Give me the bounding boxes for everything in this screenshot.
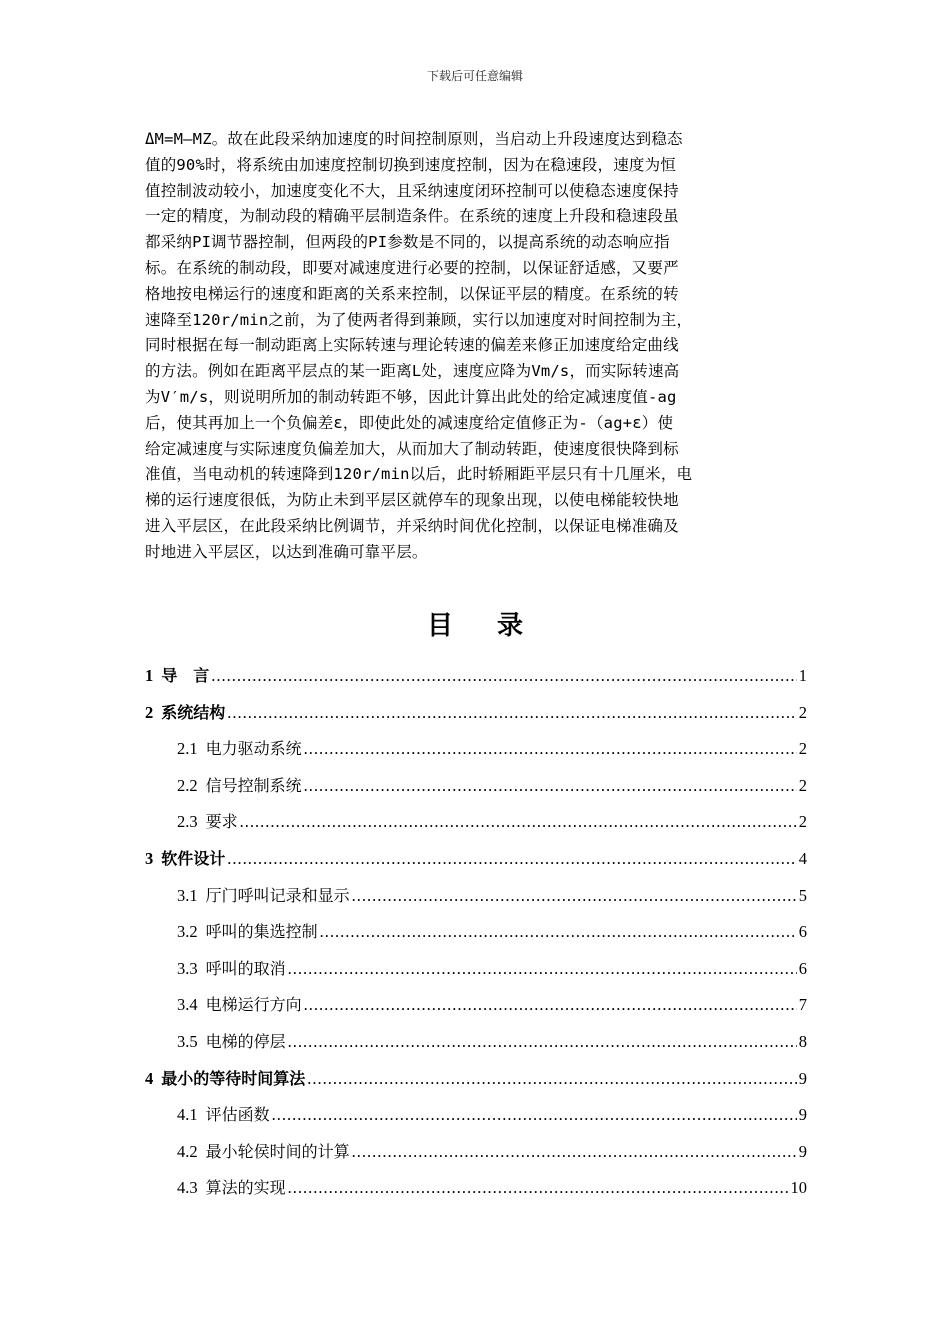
toc-entry-number: 4.1 (177, 1105, 198, 1125)
toc-entry[interactable] (145, 662, 807, 699)
toc-entry-number: 4.3 (177, 1178, 198, 1198)
toc-entry-page: 1 (798, 666, 807, 685)
toc-dot-leader (307, 1065, 796, 1093)
toc-entry-number: 3.4 (177, 995, 198, 1015)
toc-entry[interactable] (145, 1065, 807, 1102)
toc-entry-title: 最小轮侯时间的计算 (205, 1141, 350, 1161)
paragraph-line: 准值，当电动机的转速降到120r/min以后，此时轿厢距平层只有十几厘米，电 (145, 465, 693, 484)
toc-entry[interactable] (145, 918, 807, 955)
toc-entry-title: 要求 (205, 812, 238, 832)
toc-dot-leader (304, 735, 797, 763)
toc-entry-title: 算法的实现 (205, 1178, 286, 1198)
toc-entry-number: 4 (145, 1068, 154, 1088)
toc-entry-number: 1 (145, 666, 154, 685)
paragraph-line: 给定减速度与实际速度负偏差加大，从而加大了制动转距，使速度很快降到标 (145, 439, 679, 458)
toc-entry[interactable] (145, 1174, 807, 1211)
toc-entry-page: 6 (798, 958, 807, 978)
toc-entry-page: 6 (798, 922, 807, 942)
paragraph-line: ΔM=M—MZ。故在此段采纳加速度的时间控制原则，当启动上升段速度达到稳态 (145, 130, 683, 148)
toc-entry[interactable] (145, 1101, 807, 1138)
toc-entry-number: 2.1 (177, 739, 198, 759)
toc-entry-number: 3.3 (177, 958, 198, 978)
toc-entry[interactable] (145, 1138, 807, 1175)
toc-entry[interactable] (145, 1028, 807, 1065)
toc-dot-leader (240, 808, 797, 836)
toc-entry-title: 电梯运行方向 (205, 995, 302, 1015)
toc-entry-title: 最小的等待时间算法 (161, 1068, 306, 1088)
paragraph-line: 值控制波动较小，加速度变化不大，且采纳速度闭环控制可以使稳态速度保持 (145, 181, 679, 200)
toc-entry[interactable] (145, 882, 807, 919)
toc-dot-leader (304, 772, 797, 800)
toc-dot-leader (227, 845, 796, 873)
paragraph-line: 进入平层区，在此段采纳比例调节，并采纳时间优化控制，以保证电梯准确及 (145, 516, 679, 535)
toc-entry-page: 4 (798, 848, 807, 868)
paragraph-line: 同时根据在每一制动距离上实际转速与理论转速的偏差来修正加速度给定曲线 (145, 336, 679, 355)
toc-dot-leader (320, 918, 797, 946)
toc-dot-leader (288, 1174, 789, 1202)
paragraph-line: 的方法。例如在距离平层点的某一距离L处，速度应降为Vm/s，而实际转速高 (145, 362, 680, 381)
toc-dot-leader (304, 991, 797, 1019)
toc-dot-leader (272, 1101, 797, 1129)
toc-entry-title: 电梯的停层 (205, 1031, 286, 1051)
toc-entry-number: 2.3 (177, 812, 198, 832)
toc-entry[interactable] (145, 735, 807, 772)
toc-entry-number: 3.5 (177, 1031, 198, 1051)
paragraph-line: 格地按电梯运行的速度和距离的关系来控制，以保证平层的精度。在系统的转 (145, 284, 679, 303)
toc-entry-page: 10 (790, 1178, 807, 1198)
toc-entry-title: 厅门呼叫记录和显示 (205, 885, 350, 905)
toc-entry-number: 3.1 (177, 885, 198, 905)
paragraph-line: 一定的精度，为制动段的精确平层制造条件。在系统的速度上升段和稳速段虽 (145, 207, 679, 226)
toc-entry-title: 评估函数 (205, 1105, 270, 1125)
toc-entry-number: 2.2 (177, 775, 198, 795)
toc-entry-title: 系统结构 (161, 702, 226, 722)
toc-entry-number: 2 (145, 702, 154, 722)
toc-dot-leader (352, 882, 797, 910)
paragraph-line: 速降至120r/min之前，为了使两者得到兼顾，实行以加速度对时间控制为主， (145, 310, 693, 329)
toc-entry-page: 9 (798, 1141, 807, 1161)
toc-title: 目录 (426, 611, 567, 641)
toc-entry[interactable] (145, 845, 807, 882)
toc-entry-page: 2 (798, 739, 807, 759)
toc-entry-page: 2 (798, 812, 807, 832)
toc-entry-title: 软件设计 (161, 848, 226, 868)
toc-entry-page: 5 (798, 885, 807, 905)
toc-entry-page: 8 (798, 1031, 807, 1051)
toc-dot-leader (352, 1138, 797, 1166)
paragraph-line: 后，使其再加上一个负偏差ε，即使此处的减速度给定值修正为-（ag+ε）使 (145, 413, 674, 432)
toc-entry-number: 3 (145, 848, 154, 868)
toc-entry-page: 9 (798, 1105, 807, 1125)
toc-dot-leader (288, 1028, 797, 1056)
toc-entry[interactable] (145, 808, 807, 845)
toc-dot-leader (227, 699, 796, 727)
toc-entry-title: 电力驱动系统 (205, 739, 302, 759)
paragraph-line: 梯的运行速度很低，为防止未到平层区就停车的现象出现，以使电梯能较快地 (145, 491, 679, 510)
toc-entry-page: 2 (798, 702, 807, 722)
toc-dot-leader (288, 955, 797, 983)
toc-dot-leader (211, 662, 796, 690)
toc-entry-title: 呼叫的集选控制 (205, 922, 318, 942)
toc-entry-number: 3.2 (177, 922, 198, 942)
toc-entry[interactable] (145, 772, 807, 809)
table-of-contents (145, 662, 807, 1211)
toc-entry[interactable] (145, 955, 807, 992)
toc-entry-title: 呼叫的取消 (205, 958, 286, 978)
toc-entry-title: 信号控制系统 (205, 775, 302, 795)
toc-entry[interactable] (145, 991, 807, 1028)
paragraph-line: 都采纳PI调节器控制，但两段的PI参数是不同的，以提高系统的动态响应指 (145, 233, 670, 252)
toc-entry-page: 7 (798, 995, 807, 1015)
paragraph-line: 为V′m/s，则说明所加的制动转距不够，因此计算出此处的给定减速度值-ag (145, 387, 677, 406)
page-header: 下载后可任意编辑 (426, 69, 523, 83)
paragraph-line: 值的90%时，将系统由加速度控制切换到速度控制，因为在稳速段，速度为恒 (145, 155, 676, 174)
body-paragraph (145, 127, 807, 566)
toc-entry-title: 导 言 (161, 666, 210, 685)
paragraph-line: 标。在系统的制动段，即要对减速度进行必要的控制，以保证舒适感，又要严 (145, 258, 679, 277)
toc-entry-number: 4.2 (177, 1141, 198, 1161)
toc-entry-page: 9 (798, 1068, 807, 1088)
toc-entry[interactable] (145, 699, 807, 736)
toc-entry-page: 2 (798, 775, 807, 795)
paragraph-line: 时地进入平层区，以达到准确可靠平层。 (145, 542, 428, 561)
